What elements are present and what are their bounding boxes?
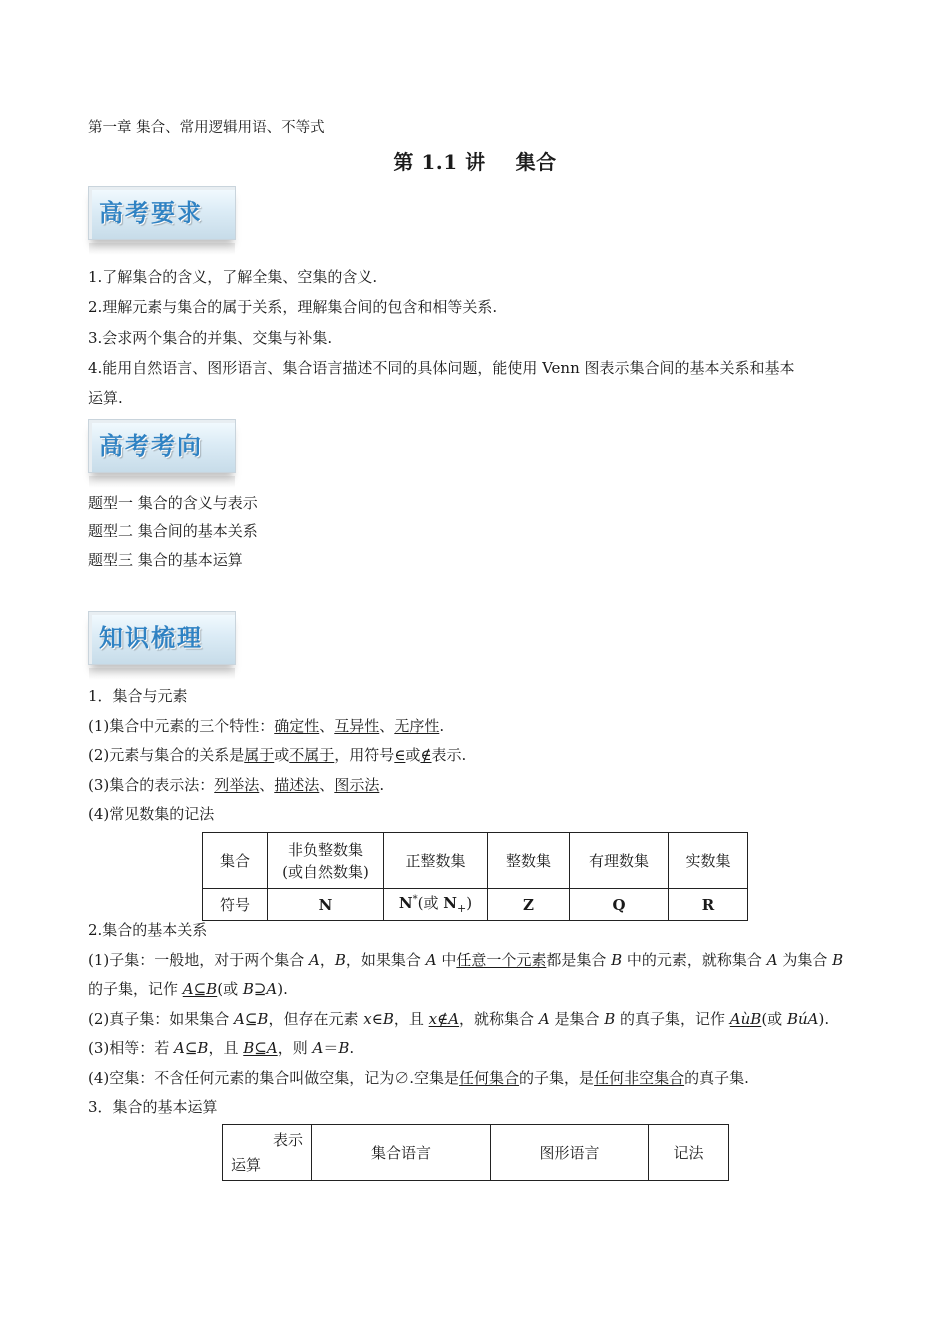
table-cell: 符号 (203, 889, 268, 921)
number-sets-table (202, 832, 748, 921)
topic-item: 题型二 集合间的基本关系 (88, 522, 258, 540)
topic-item: 题型三 集合的基本运算 (88, 551, 243, 569)
table-cell: R (669, 889, 748, 921)
paragraph-subset: (1)子集：一般地，对于两个集合 A，B，如果集合 A 中任意一个元素都是集合 B 中的元素，就称集合 A 为集合 B (88, 951, 844, 969)
set-operations-table (222, 1124, 729, 1181)
banner-requirements: 高考要求 (88, 186, 236, 240)
table-corner-cell: 表示 运算 (223, 1125, 312, 1181)
table-cell: 集合 (203, 833, 268, 889)
table-cell: N (268, 889, 384, 921)
paragraph-empty-set: (4)空集：不含任何元素的集合叫做空集，记为∅.空集是任何集合的子集，是任何非空集合的真子集. (88, 1069, 749, 1087)
requirement-item: 运算. (88, 389, 123, 407)
paragraph-proper-subset: (2)真子集：如果集合 A⊆B，但存在元素 x∈B，且 x∉A，就称集合 A 是集合 B 的真子集，记作 AùB(或 BúA). (88, 1010, 830, 1028)
table-cell: 整数集 (488, 833, 570, 889)
banner-knowledge: 知识梳理 (88, 611, 236, 665)
table-header-cell: 集合语言 (312, 1125, 491, 1181)
paragraph-element-properties: (1)集合中元素的三个特性：确定性、互异性、无序性. (88, 717, 445, 735)
table-header-cell: 记法 (649, 1125, 729, 1181)
title-topic: 集合 (515, 150, 557, 174)
section-heading: 1．集合与元素 (88, 687, 188, 705)
banner-direction: 高考考向 (88, 419, 236, 473)
table-cell: 实数集 (669, 833, 748, 889)
table-cell: Z (488, 889, 570, 921)
title-lesson: 第 1.1 讲 (393, 150, 486, 174)
requirement-item: 2.理解元素与集合的属于关系，理解集合间的包含和相等关系. (88, 298, 498, 316)
chapter-label: 第一章 集合、常用逻辑用语、不等式 (88, 120, 325, 136)
table-cell: 有理数集 (570, 833, 669, 889)
table-cell: 非负整数集 (或自然数集) (268, 833, 384, 889)
table-header-cell: 图形语言 (491, 1125, 649, 1181)
requirement-item: 3.会求两个集合的并集、交集与补集. (88, 329, 333, 347)
section-heading: 2.集合的基本关系 (88, 921, 208, 939)
paragraph-representation: (3)集合的表示法：列举法、描述法、图示法. (88, 776, 385, 794)
paragraph-subset-cont: 的子集，记作 A⊆B(或 B⊇A). (88, 980, 288, 998)
paragraph-equality: (3)相等：若 A⊆B，且 B⊆A，则 A＝B. (88, 1039, 355, 1057)
paragraph-number-sets: (4)常见数集的记法 (88, 805, 215, 823)
table-cell: N*(或 $N_+$) (384, 889, 488, 921)
section-heading: 3．集合的基本运算 (88, 1098, 218, 1116)
paragraph-membership: (2)元素与集合的关系是属于或不属于，用符号∈或∉表示. (88, 746, 467, 764)
page-title (0, 146, 950, 175)
requirement-item: 4.能用自然语言、图形语言、集合语言描述不同的具体问题，能使用 Venn 图表示集合间的基本关系和基本 (88, 359, 795, 377)
requirement-item: 1.了解集合的含义，了解全集、空集的含义. (88, 268, 378, 286)
topic-item: 题型一 集合的含义与表示 (88, 494, 258, 512)
table-cell: Q (570, 889, 669, 921)
table-cell: 正整数集 (384, 833, 488, 889)
